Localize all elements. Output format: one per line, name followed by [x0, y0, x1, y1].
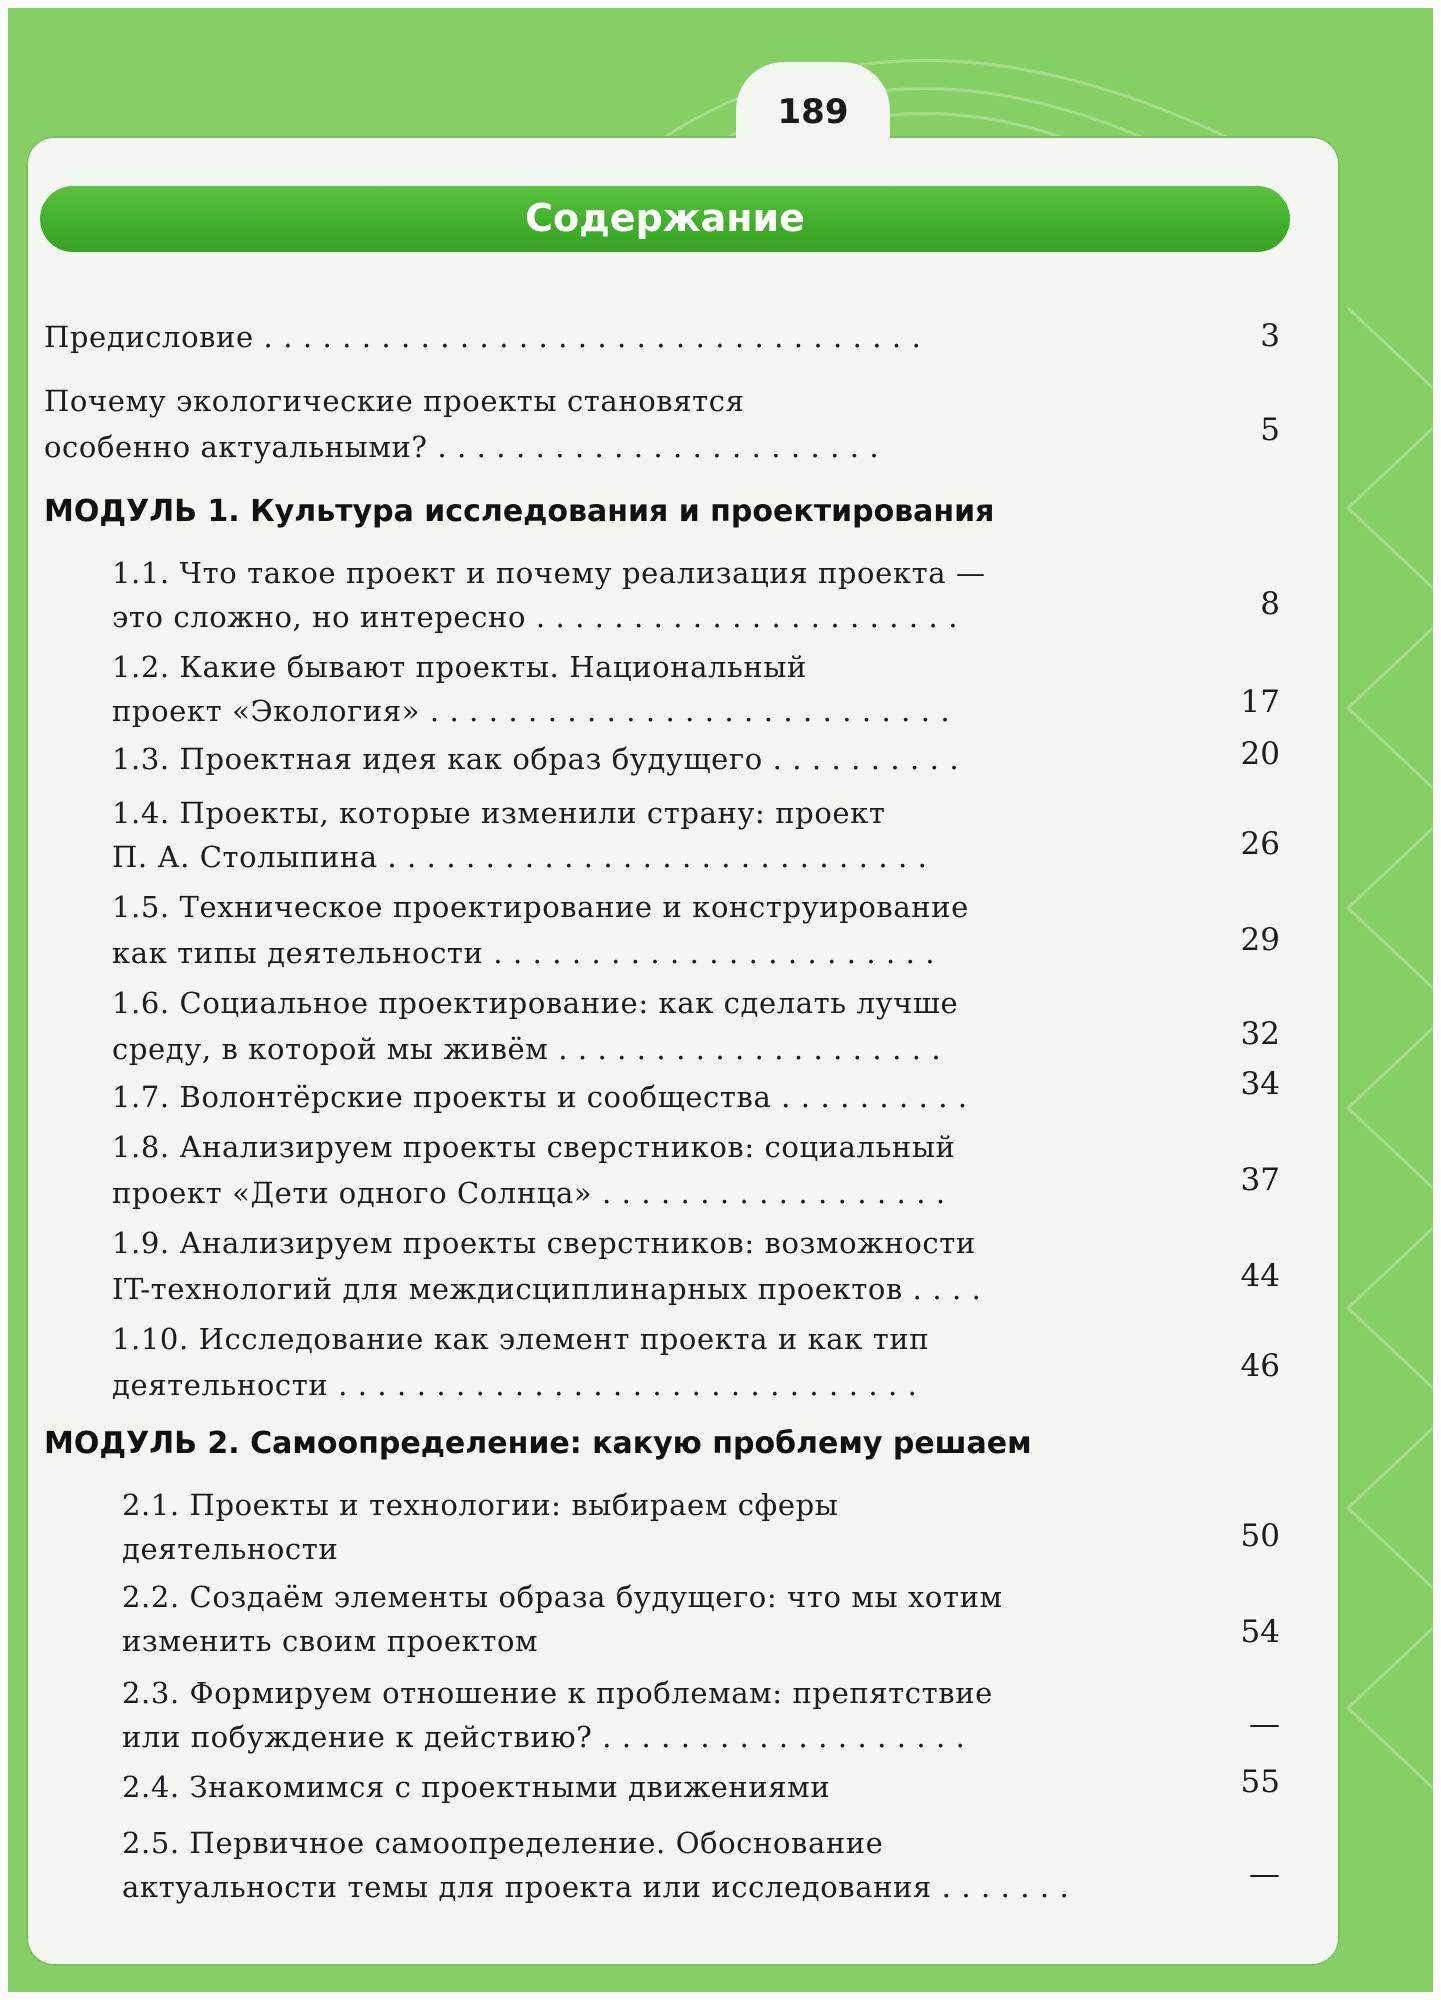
toc-entry-line: 2.2. Создаём элементы образа будущего: что мы хотим	[122, 1580, 1003, 1614]
toc-page-number: 50	[1240, 1518, 1280, 1554]
toc-page-number: 29	[1240, 922, 1280, 958]
toc-entry-line: 2.4. Знакомимся с проектными движениями	[122, 1770, 831, 1804]
toc-entry-line: 1.9. Анализируем проекты сверстников: возможности	[112, 1226, 976, 1260]
toc-entry-line: 1.7. Волонтёрские проекты и сообщества . . . . . . . . . .	[112, 1080, 968, 1114]
toc-entry-line: 1.6. Социальное проектирование: как сделать лучше	[112, 986, 959, 1020]
toc-entry-line: Предисловие . . . . . . . . . . . . . . . . . . . . . . . . . . . . . . . . . .	[44, 320, 922, 354]
toc-page-number: 46	[1240, 1348, 1280, 1384]
toc-page-number: 37	[1240, 1162, 1280, 1198]
toc-entry-line: или побуждение к действию? . . . . . . . . . . . . . . . . . . .	[122, 1720, 966, 1754]
toc-page-number: 5	[1260, 412, 1280, 448]
toc-entry-line: 1.2. Какие бывают проекты. Национальный	[112, 650, 807, 684]
toc-entry-line: особенно актуальными? . . . . . . . . . . . . . . . . . . . . . . .	[44, 430, 880, 464]
toc-page-number: 8	[1260, 586, 1280, 622]
toc-page-number: 54	[1240, 1614, 1280, 1650]
toc-entry-line: деятельности	[122, 1532, 339, 1566]
toc-entry-line: проект «Дети одного Солнца» . . . . . . . . . . . . . . . . . .	[112, 1176, 946, 1210]
module-heading: МОДУЛЬ 2. Самоопределение: какую проблему решаем	[44, 1426, 1032, 1461]
toc-page-number: 20	[1240, 736, 1280, 772]
toc-entry-line: актуальности темы для проекта или исследования . . . . . . .	[122, 1870, 1070, 1904]
toc-page-number: 34	[1240, 1066, 1280, 1102]
toc-entry-line: П. А. Столыпина . . . . . . . . . . . . . . . . . . . . . . . . . . . .	[112, 840, 928, 874]
toc-entry-line: 1.1. Что такое проект и почему реализация проекта —	[112, 556, 986, 590]
toc-page-number: —	[1249, 1706, 1280, 1742]
toc-entry-line: 1.3. Проектная идея как образ будущего . . . . . . . . . .	[112, 742, 960, 776]
page-number: 189	[777, 92, 849, 132]
page-title: Содержание	[525, 196, 805, 240]
toc-entry-line: среду, в которой мы живём . . . . . . . . . . . . . . . . . . . .	[112, 1032, 942, 1066]
module-heading: МОДУЛЬ 1. Культура исследования и проектирования	[44, 494, 995, 529]
toc-entry-line: 1.4. Проекты, которые изменили страну: проект	[112, 796, 886, 830]
toc-entry-line: это сложно, но интересно . . . . . . . . . . . . . . . . . . . . . .	[112, 600, 959, 634]
toc-page-number: 17	[1240, 684, 1280, 720]
toc-entry-line: IT-технологий для междисциплинарных проектов . . . .	[112, 1272, 982, 1306]
toc-entry-line: как типы деятельности . . . . . . . . . . . . . . . . . . . . . . .	[112, 936, 936, 970]
toc-entry-line: 2.5. Первичное самоопределение. Обоснование	[122, 1826, 884, 1860]
toc-page-number: —	[1249, 1856, 1280, 1892]
toc-page-number: 32	[1240, 1016, 1280, 1052]
toc-page-number: 26	[1240, 826, 1280, 862]
toc-page-number: 3	[1260, 318, 1280, 354]
toc-entry-line: 2.3. Формируем отношение к проблемам: препятствие	[122, 1676, 993, 1710]
toc-entry-line: деятельности . . . . . . . . . . . . . . . . . . . . . . . . . . . . . .	[112, 1368, 918, 1402]
toc-entry-line: 1.10. Исследование как элемент проекта и как тип	[112, 1322, 930, 1356]
toc-page-number: 55	[1240, 1764, 1280, 1800]
toc-entry-line: 1.8. Анализируем проекты сверстников: социальный	[112, 1130, 956, 1164]
toc-entry-line: 1.5. Техническое проектирование и конструирование	[112, 890, 969, 924]
toc-page-number: 44	[1240, 1258, 1280, 1294]
toc-entry-line: Почему экологические проекты становятся	[44, 384, 745, 418]
toc-entry-line: проект «Экология» . . . . . . . . . . . . . . . . . . . . . . . . . . .	[112, 694, 951, 728]
toc-entry-line: 2.1. Проекты и технологии: выбираем сферы	[122, 1488, 839, 1522]
toc-entry-line: изменить своим проектом	[122, 1624, 539, 1658]
